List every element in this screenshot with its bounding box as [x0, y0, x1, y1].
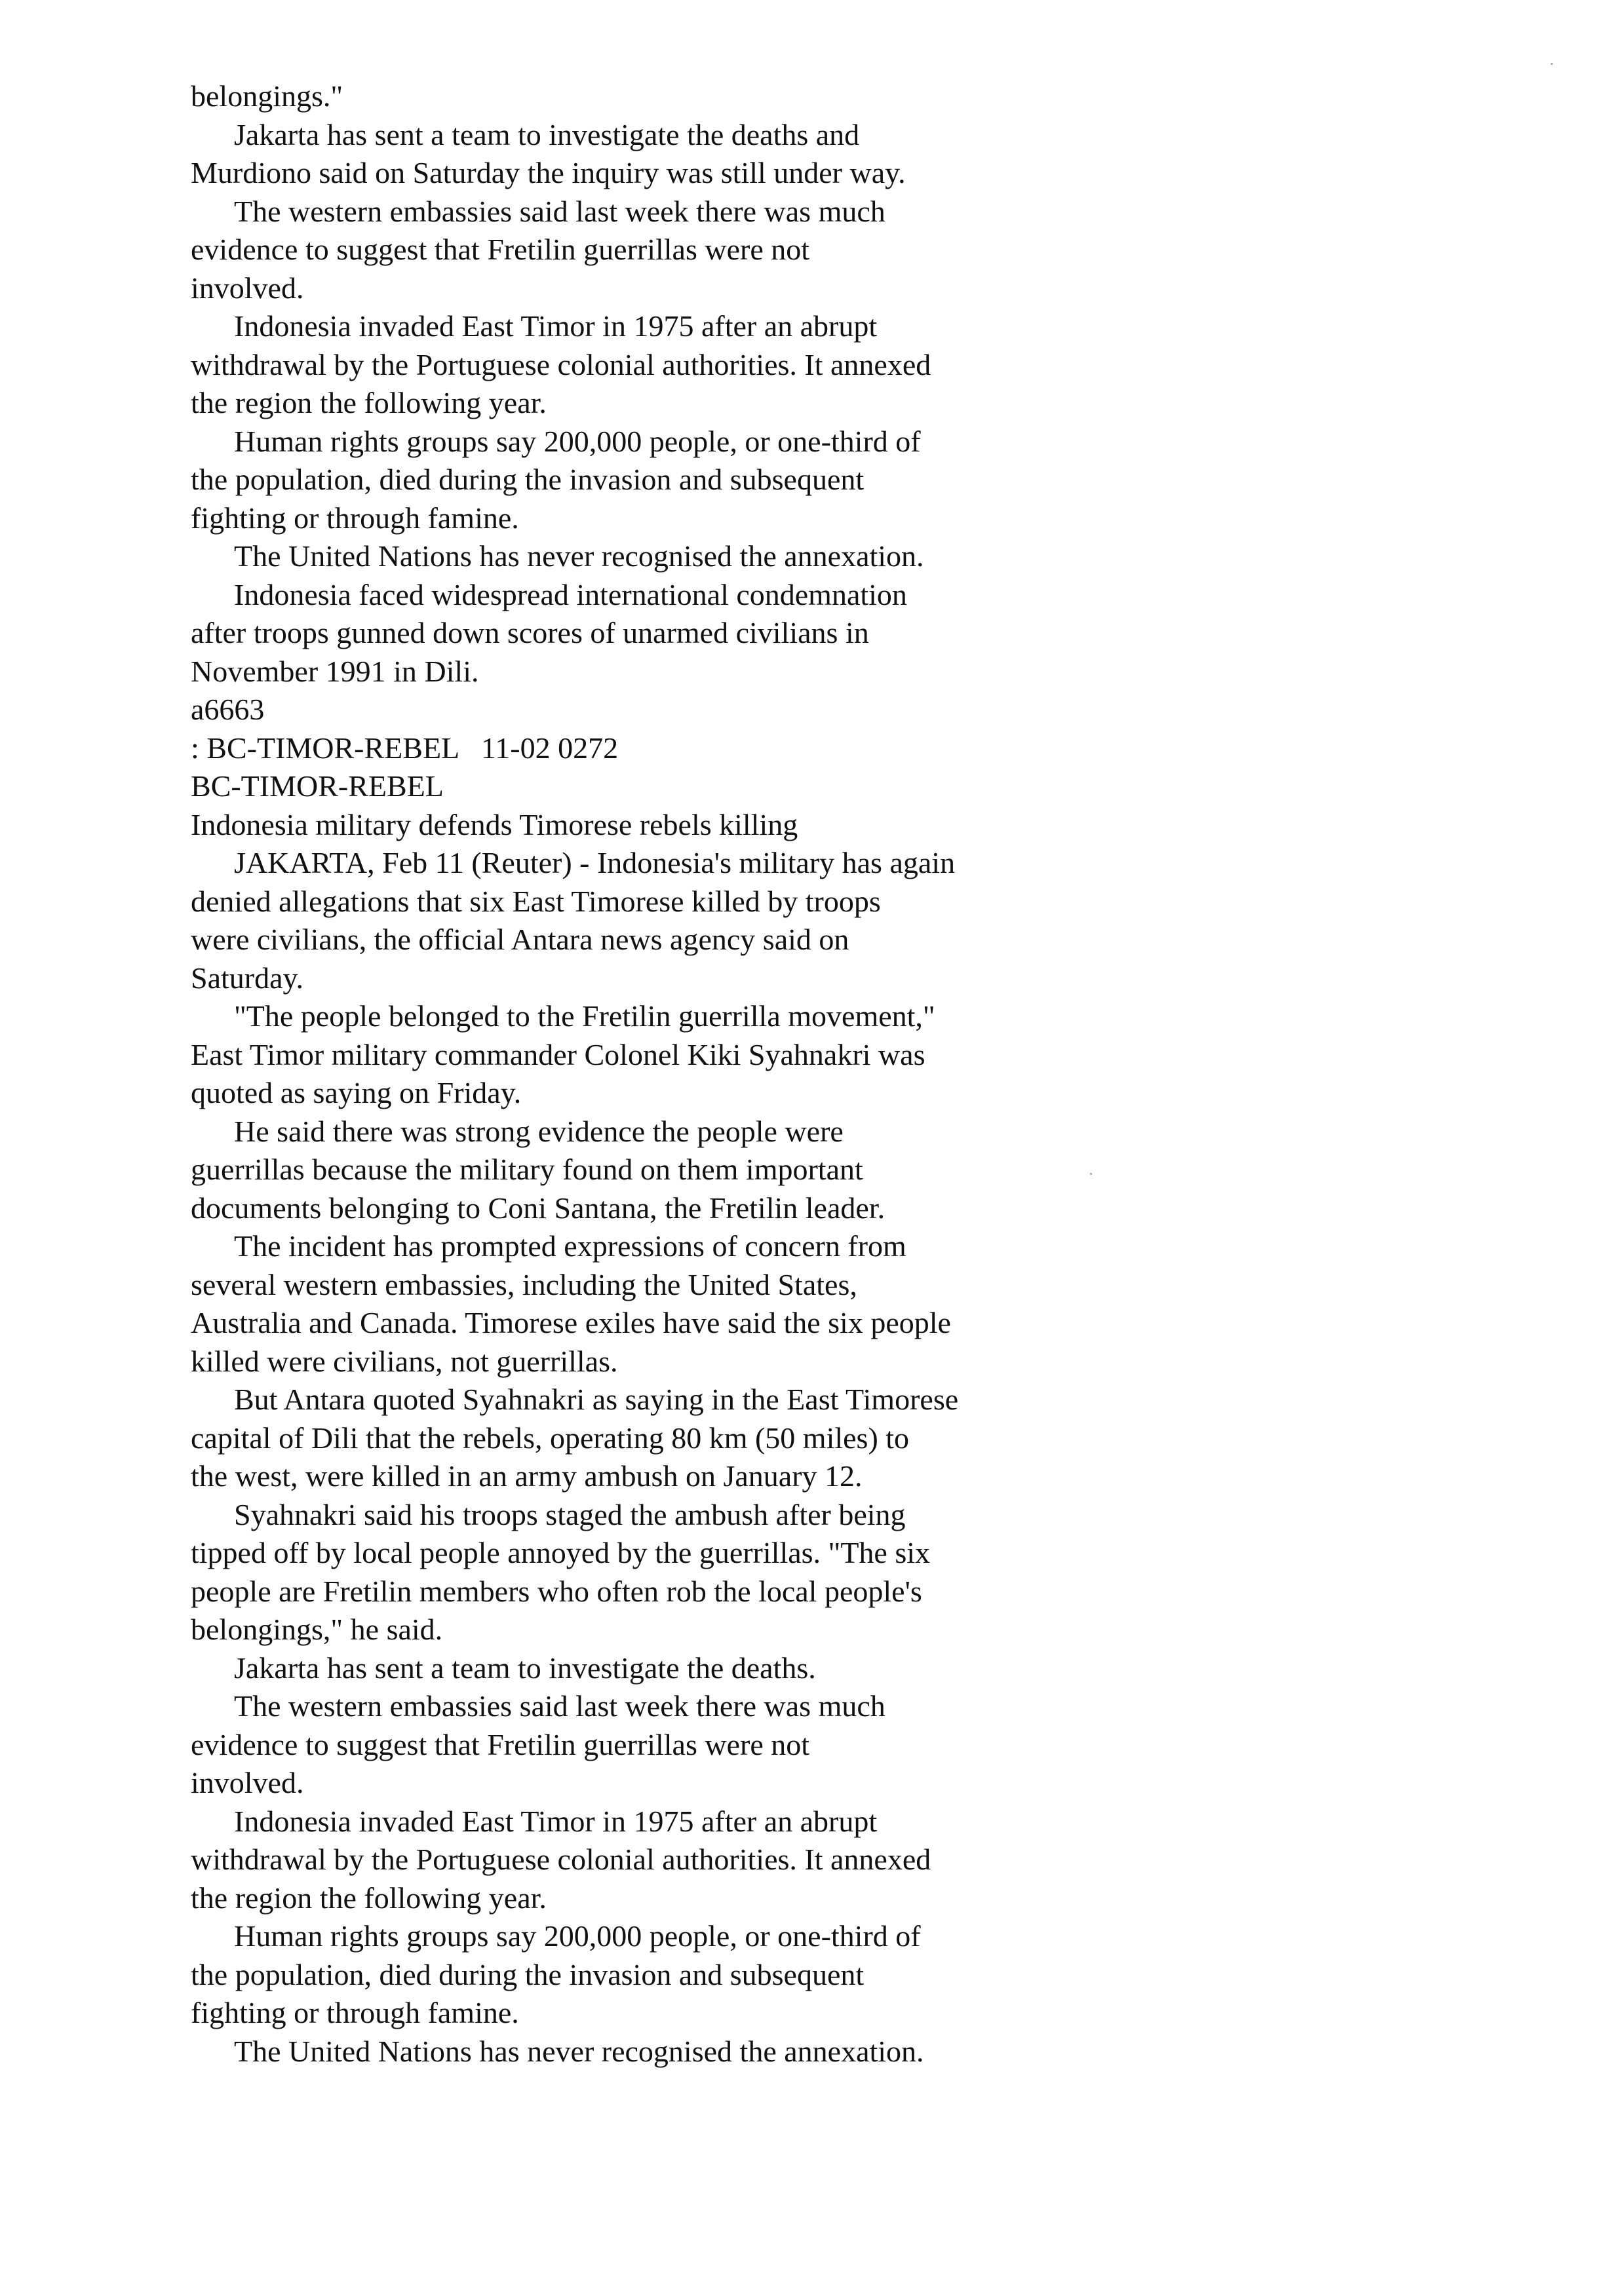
- text-line: Indonesia invaded East Timor in 1975 after an abrupt: [234, 1804, 878, 1838]
- text-line: Human rights groups say 200,000 people, or one-third of: [234, 1919, 921, 1953]
- text-line: withdrawal by the Portuguese colonial authorities. It annexed: [191, 347, 931, 381]
- text-line: The United Nations has never recognised the annexation.: [234, 2034, 924, 2068]
- text-line: involved.: [191, 271, 304, 305]
- text-line: Saturday.: [191, 961, 304, 995]
- text-line: guerrillas because the military found on them important: [191, 1153, 863, 1186]
- text-line: evidence to suggest that Fretilin guerrillas were not: [191, 233, 810, 266]
- text-line: JAKARTA, Feb 11 (Reuter) - Indonesia's military has again: [234, 846, 956, 879]
- text-line: "The people belonged to the Fretilin guerrilla movement,": [234, 999, 935, 1033]
- text-line: the region the following year.: [191, 1881, 547, 1915]
- text-line: Indonesia invaded East Timor in 1975 after an abrupt: [234, 309, 878, 343]
- text-line: The United Nations has never recognised the annexation.: [234, 539, 924, 573]
- text-line: the region the following year.: [191, 386, 547, 419]
- text-line: Indonesia military defends Timorese rebels killing: [191, 807, 798, 841]
- text-line: a6663: [191, 693, 265, 726]
- text-line: the population, died during the invasion and subsequent: [191, 1957, 865, 1991]
- text-line: fighting or through famine.: [191, 501, 519, 535]
- text-line: : BC-TIMOR-REBEL 11-02 0272: [191, 731, 619, 765]
- text-line: quoted as saying on Friday.: [191, 1076, 522, 1109]
- text-line: documents belonging to Coni Santana, the Fretilin leader.: [191, 1191, 885, 1225]
- text-line: Jakarta has sent a team to investigate the deaths and: [234, 117, 860, 151]
- text-line: evidence to suggest that Fretilin guerrillas were not: [191, 1727, 810, 1761]
- text-line: the west, were killed in an army ambush on January 12.: [191, 1459, 863, 1493]
- text-line: The incident has prompted expressions of concern from: [234, 1229, 906, 1263]
- text-line: involved.: [191, 1766, 304, 1799]
- text-line: November 1991 in Dili.: [191, 654, 479, 688]
- text-line: The western embassies said last week there was much: [234, 194, 885, 228]
- text-line: Jakarta has sent a team to investigate the deaths.: [234, 1651, 816, 1685]
- text-line: belongings.": [191, 79, 343, 113]
- text-line: Murdiono said on Saturday the inquiry was still under way.: [191, 156, 906, 189]
- text-line: capital of Dili that the rebels, operating 80 km (50 miles) to: [191, 1421, 910, 1455]
- text-line: denied allegations that six East Timorese killed by troops: [191, 884, 881, 918]
- text-line: killed were civilians, not guerrillas.: [191, 1344, 618, 1378]
- text-line: belongings," he said.: [191, 1613, 443, 1646]
- text-line: Australia and Canada. Timorese exiles have said the six people: [191, 1306, 951, 1339]
- text-line: The western embassies said last week there was much: [234, 1689, 885, 1723]
- text-line: But Antara quoted Syahnakri as saying in the East Timorese: [234, 1383, 959, 1416]
- text-line: withdrawal by the Portuguese colonial authorities. It annexed: [191, 1843, 931, 1876]
- text-line: tipped off by local people annoyed by the guerrillas. "The six: [191, 1536, 931, 1569]
- text-line: Indonesia faced widespread international condemnation: [234, 577, 907, 611]
- text-line: the population, died during the invasion and subsequent: [191, 463, 865, 496]
- scan-speck: [1090, 1173, 1092, 1175]
- scan-speck: [1551, 63, 1553, 65]
- text-line: after troops gunned down scores of unarmed civilians in: [191, 616, 869, 649]
- text-line: Human rights groups say 200,000 people, or one-third of: [234, 424, 921, 458]
- text-line: Syahnakri said his troops staged the ambush after being: [234, 1497, 906, 1531]
- text-line: East Timor military commander Colonel Kiki Syahnakri was: [191, 1037, 925, 1071]
- text-line: were civilians, the official Antara news agency said on: [191, 923, 849, 956]
- text-line: BC-TIMOR-REBEL: [191, 769, 444, 803]
- text-line: people are Fretilin members who often rob the local people's: [191, 1574, 922, 1608]
- article-text: [191, 77, 1174, 2071]
- text-line: He said there was strong evidence the people were: [234, 1114, 844, 1148]
- text-line: fighting or through famine.: [191, 1996, 519, 2029]
- text-line: several western embassies, including the United States,: [191, 1267, 857, 1301]
